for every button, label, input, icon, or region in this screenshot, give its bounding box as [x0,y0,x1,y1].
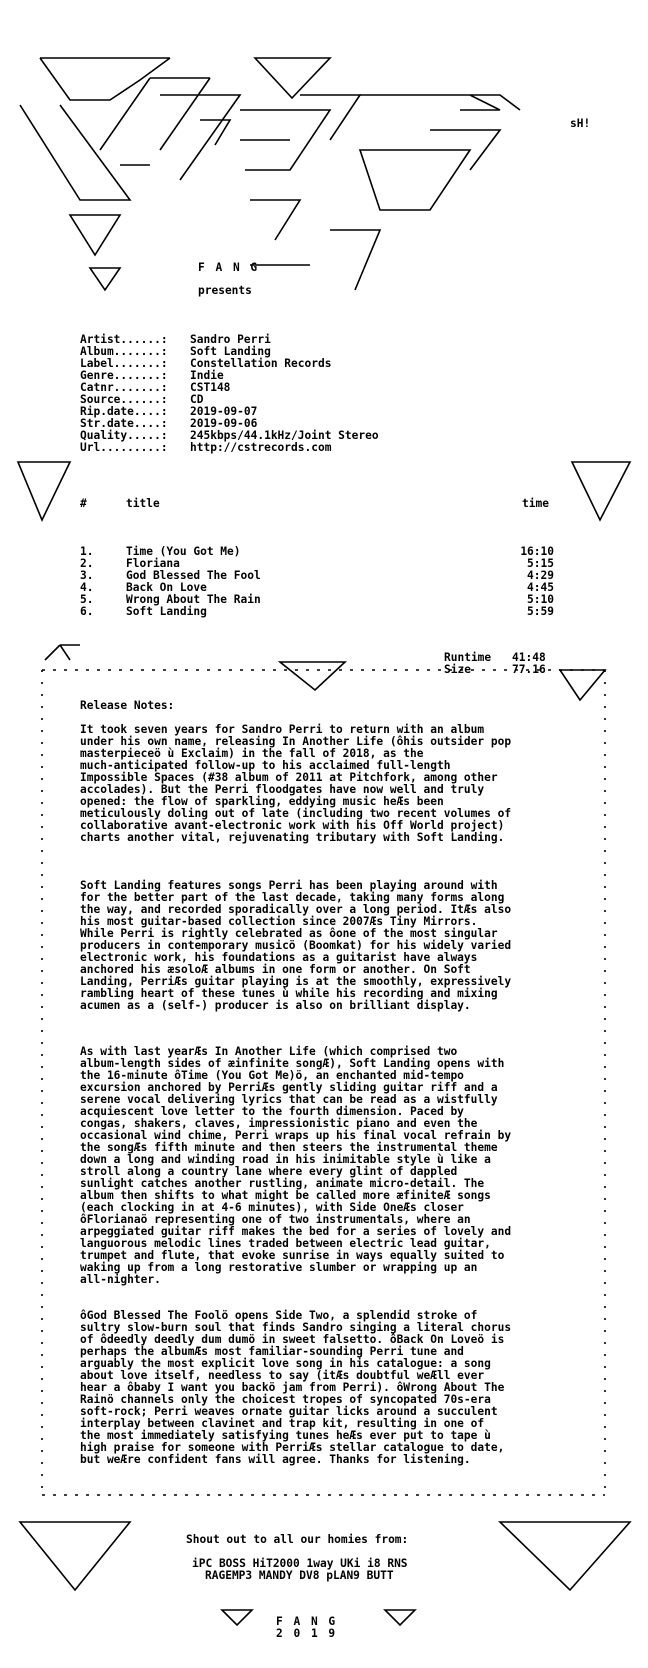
notes-paragraph-1: It took seven years for Sandro Perri to return with an album under his own name, releasing In Another Life (ôhis outsider pop masterpieceö ù Exclaim) in the fall of 2018, as the much-anticipated follow-up to his acclaimed full-length Impossible Spaces (#38 album of 2011 at Pitchfork, among other accolades). But the Perri floodgates have now well and truly opened: the flow of sparkling, eddying music heÆs been meticulously doling out of late (including two recent volumes of collaborative avant-electronic work with his Off World project) charts another vital, rejuvenating tributary with Soft Landing. [80,723,512,844]
size-label: Size [444,663,471,676]
presents-label: presents [198,284,252,297]
url-value: http://cstrecords.com [190,441,332,454]
col-title-header: title [126,497,160,510]
info-values [190,334,379,454]
signature-group: F A N G [276,1615,338,1628]
col-num-header: # [80,497,87,510]
col-time-header: time [522,497,549,510]
groups-line-1: iPC BOSS HiT2000 1way UKi i8 RNS [192,1557,408,1570]
release-notes-heading: Release Notes: [80,699,175,712]
track-times: 16:10 5:15 4:29 4:45 5:10 5:59 [520,545,554,618]
size-value: 77.16 [512,663,546,676]
genre-value: Indie [190,369,224,382]
quality-value: 245kbps/44.1kHz/Joint Stereo [190,429,379,442]
logo-tag: sH! [570,117,591,130]
str-date-value: 2019-09-06 [190,417,258,430]
signature-year: 2 0 1 9 [276,1627,338,1640]
notes-paragraph-4: ôGod Blessed The Foolö opens Side Two, a splendid stroke of sultry slow-burn soul that finds Sandro singing a literal chorus of ôdeedly deedly dum dumö in sweet falsetto. ôBack On Loveö is perhaps the albumÆs most familiar-sounding Perri tune and arguably the most explicit love song in his catalogue: a song about love itself, needless to say (itÆs doubtful weÆll ever hear a ôbaby I want you backö jam from Perri). ôWrong About The Rainö channels only the choicest tropes of syncopated 70s-era soft-rock; Perri weaves ornate guitar licks around a succulent interplay between clavinet and trap kit, resulting in one of the most immediately satisfying tunes heÆs ever put to tape ù high praise for someone with PerriÆs stellar catalogue to date, but weÆre confident fans will agree. Thanks for listening. [80,1309,512,1466]
track-titles: Time (You Got Me) Floriana God Blessed The Fool Back On Love Wrong About The Rain Soft Landing [126,545,261,618]
label-value: Constellation Records [190,357,332,370]
artist-value: Sandro Perri [190,333,271,346]
group-name: F A N G [198,261,260,274]
shout-intro: Shout out to all our homies from: [186,1533,409,1546]
notes-paragraph-2: Soft Landing features songs Perri has been playing around with for the better part of the last decade, taking many forms along the way, and recorded sporadically over a long period. ItÆs also his most guitar-based collection since 2007Æs Tiny Mirrors. While Perri is rightly celebrated as ôone of the most singular producers in contemporary musicö (Boomkat) for his widely varied electronic work, his foundations as a guitarist have always anchored his æsoloÆ albums in one form or another. On Soft Landing, PerriÆs guitar playing is at the smoothly, expressively rambling heart of these tunes ù while his recording and mixing acumen as a (self-) producer is also on brilliant display. [80,879,512,1012]
info-labels: Artist......: Album.......: Label.......: Genre.......: Catnr.......: Source......: Rip.date....: Str.date....: Quality.....: Url.........: [80,333,168,454]
album-value: Soft Landing [190,345,271,358]
runtime-label: Runtime [444,651,492,664]
track-numbers: 1. 2. 3. 4. 5. 6. [80,545,94,618]
runtime-value: 41:48 [512,651,546,664]
rip-date-value: 2019-09-07 [190,405,258,418]
source-value: CD [190,393,204,406]
groups-line-2: RAGEMP3 MANDY DV8 pLAN9 BUTT [205,1569,394,1582]
notes-paragraph-3: As with last yearÆs In Another Life (which comprised two album-length sides of æinfinite songÆ), Soft Landing opens with the 16-minute ôTime (You Got Me)ö, an enchanted mid-tempo excursion anchored by PerriÆs gently sliding guitar riff and a serene vocal delivering lyrics that can be read as a wistfully acquiescent love letter to the fourth dimension. Paced by congas, shakers, claves, impressionistic piano and even the occasional wind chime, Perri wraps up his final vocal refrain by the songÆs fifth minute and then steers the instrumental theme down a long and winding road in his inimitable style ù like a stroll along a country lane where every glint of dappled sunlight catches another rustling, animate micro-detail. The album then shifts to what might be called more æfiniteÆ songs (each clocking in at 4-6 minutes), with Side OneÆs closer ôFlorianaö representing one of two instrumentals, where an arpeggiated guitar riff makes the bed for a series of lovely and languorous melodic lines traded between electric lead guitar, trumpet and flute, that evoke sunrise in ways equally suited to waking up from a long restorative slumber or wrapping up an all-nighter. [80,1045,512,1286]
catnr-value: CST148 [190,381,231,394]
